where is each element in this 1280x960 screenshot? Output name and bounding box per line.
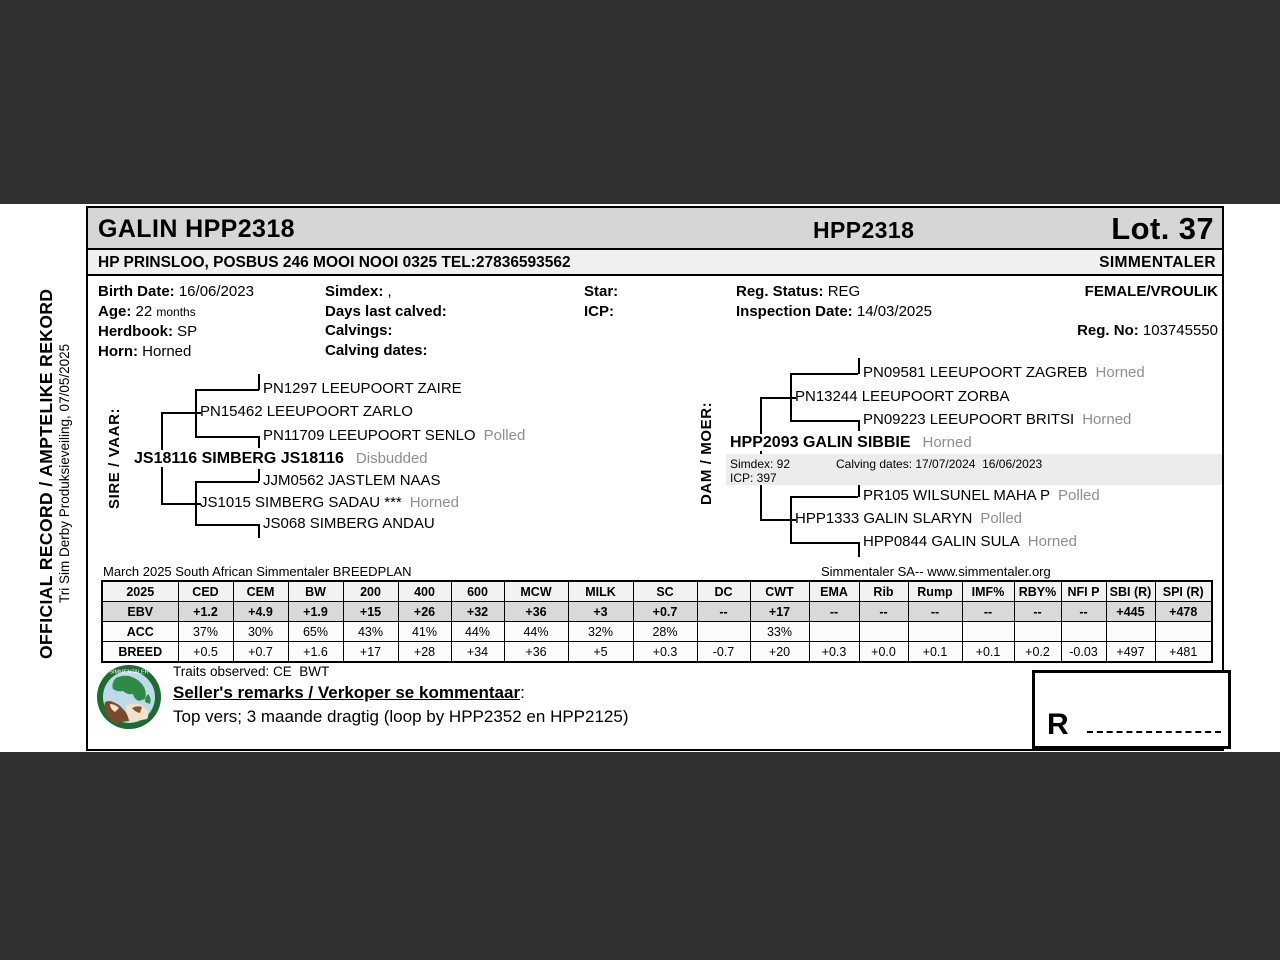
calvings-row: Calvings:: [325, 322, 393, 339]
ebv-cell: +32: [451, 602, 504, 622]
ebv-cell: +445: [1106, 602, 1155, 622]
column-header: IMF%: [962, 581, 1014, 602]
ebv-row: [102, 602, 1212, 622]
breed-cell: +0.7: [233, 642, 288, 663]
ebv-cell: +3: [568, 602, 633, 622]
ebv-cell: --: [697, 602, 750, 622]
ebv-cell: --: [962, 602, 1014, 622]
reg-no-row: Reg. No: 103745550: [1077, 322, 1218, 339]
acc-cell: 43%: [343, 622, 398, 642]
acc-cell: [1106, 622, 1155, 642]
pedigree-line: [790, 420, 858, 422]
breed-cell: +17: [343, 642, 398, 663]
row-label: BREED: [102, 642, 178, 663]
column-header: CED: [178, 581, 233, 602]
info-column-2: [325, 282, 447, 360]
column-header: Rump: [908, 581, 962, 602]
breed-cell: +0.0: [859, 642, 908, 663]
seller-remarks-text: Top vers; 3 maande dragtig (loop by HPP2352 en HPP2125): [173, 707, 629, 726]
ebv-cell: +478: [1155, 602, 1212, 622]
ebv-cell: +15: [343, 602, 398, 622]
column-header: 400: [398, 581, 451, 602]
info-column-3: [584, 282, 618, 321]
acc-cell: [1155, 622, 1212, 642]
pedigree-line: [858, 420, 860, 431]
pedigree-line: [258, 374, 260, 390]
pedigree-line: [195, 481, 259, 483]
breedplan-title: March 2025 South African Simmentaler BREEDPLAN: [103, 564, 412, 579]
acc-cell: 32%: [568, 622, 633, 642]
lot-number: Lot. 37: [1111, 211, 1214, 246]
horn-row: Horn: Horned: [98, 342, 192, 360]
info-column-4: [736, 282, 932, 321]
pedigree-entry-sire-dam-sire: JJM0562 JASTLEM NAAS: [263, 472, 441, 489]
pedigree-entry-sire-dam-dam: JS068 SIMBERG ANDAU: [263, 515, 435, 532]
column-header: DC: [697, 581, 750, 602]
column-header: SPI (R): [1155, 581, 1212, 602]
acc-cell: [908, 622, 962, 642]
breed-cell: +0.3: [633, 642, 697, 663]
svg-text:SIMMENTALER: SIMMENTALER: [109, 669, 149, 676]
ebv-cell: +26: [398, 602, 451, 622]
calving-dates-row: Calving dates:: [325, 341, 428, 359]
dam-tree-label: DAM / MOER:: [698, 401, 715, 506]
pedigree-entry-sire-dam: JS1015 SIMBERG SADAU *** Horned: [200, 494, 459, 511]
sire-tree-label: SIRE / VAAR:: [106, 407, 123, 509]
acc-cell: [859, 622, 908, 642]
page-title: GALIN HPP2318: [98, 215, 295, 243]
column-header: MILK: [568, 581, 633, 602]
owner-contact: HP PRINSLOO, POSBUS 246 MOOI NOOI 0325 TEL:27836593562: [98, 254, 571, 271]
pedigree-line: [790, 373, 858, 375]
acc-cell: [1014, 622, 1061, 642]
pedigree-line: [790, 373, 792, 421]
pedigree-entry-sire-sire-dam: PN11709 LEEUPOORT SENLO Polled: [263, 427, 526, 444]
breed-cell: +0.1: [908, 642, 962, 663]
breed-cell: +36: [504, 642, 568, 663]
pedigree-line: [258, 469, 260, 481]
pedigree-entry-sire-sire-sire: PN1297 LEEUPOORT ZAIRE: [263, 380, 462, 397]
sale-event-label: Tri Sim Derby Produksieveiling, 07/05/2025: [57, 343, 72, 603]
pedigree-line: [195, 389, 259, 391]
breed-avg-row: [102, 642, 1212, 663]
breed-cell: +0.3: [809, 642, 859, 663]
pedigree-line: [858, 485, 860, 497]
dam-info-band: [726, 454, 1222, 485]
breed-cell: -0.7: [697, 642, 750, 663]
pedigree-entry-dam-dam-sire: PR105 WILSUNEL MAHA P Polled: [863, 487, 1100, 504]
pedigree-line: [195, 524, 259, 526]
breed-cell: -0.03: [1061, 642, 1106, 663]
ebv-cell: +1.9: [288, 602, 343, 622]
acc-cell: 30%: [233, 622, 288, 642]
simmentaler-logo-icon: [96, 664, 162, 730]
pedigree-entry-dam-dam: HPP1333 GALIN SLARYN Polled: [795, 510, 1023, 527]
age-row: Age: 22 months: [98, 302, 196, 320]
ebv-cell: --: [908, 602, 962, 622]
acc-cell: [962, 622, 1014, 642]
inspection-date-row: Inspection Date: 14/03/2025: [736, 302, 932, 320]
dam-calving-dates: Calving dates: 17/07/2024 16/06/2023: [836, 457, 1043, 471]
ebv-cell: --: [859, 602, 908, 622]
pedigree-line: [790, 542, 858, 544]
pedigree-entry-dam: HPP2093 GALIN SIBBIE Horned: [730, 434, 972, 451]
acc-row: [102, 622, 1212, 642]
pedigree-line: [195, 389, 197, 437]
pedigree-entry-sire: JS18116 SIMBERG JS18116 Disbudded: [134, 450, 428, 467]
pedigree-line: [858, 542, 860, 557]
official-record-label: OFFICIAL RECORD / AMPTELIKE REKORD: [36, 288, 56, 660]
column-header: BW: [288, 581, 343, 602]
column-header: SC: [633, 581, 697, 602]
ebv-cell: +17: [750, 602, 809, 622]
herdbook-row: Herdbook: SP: [98, 323, 198, 340]
breedplan-table: [101, 580, 1213, 663]
price-box: [1032, 670, 1231, 749]
column-header: NFI P: [1061, 581, 1106, 602]
acc-cell: 44%: [451, 622, 504, 642]
icp-row: ICP:: [584, 302, 614, 320]
sex-label: FEMALE/VROULIK: [1084, 283, 1218, 300]
seller-remarks-heading: Seller's remarks / Verkoper se kommentaar:: [173, 683, 525, 702]
star-row: Star:: [584, 283, 619, 300]
reg-status-row: Reg. Status: REG: [736, 283, 861, 300]
pedigree-line: [195, 436, 259, 438]
pedigree-entry-dam-dam-dam: HPP0844 GALIN SULA Horned: [863, 533, 1077, 550]
ebv-cell: --: [809, 602, 859, 622]
ebv-cell: --: [1014, 602, 1061, 622]
breed-name: SIMMENTALER: [1099, 254, 1216, 271]
column-header: CWT: [750, 581, 809, 602]
row-label: EBV: [102, 602, 178, 622]
birth-date-row: Birth Date: 16/06/2023: [98, 283, 254, 300]
acc-cell: [697, 622, 750, 642]
pedigree-line: [790, 496, 858, 498]
currency-prefix: R: [1047, 708, 1069, 741]
header-bar: [88, 208, 1222, 250]
acc-cell: 28%: [633, 622, 697, 642]
ebv-cell: +1.2: [178, 602, 233, 622]
lot-document: [86, 206, 1224, 751]
breed-cell: +481: [1155, 642, 1212, 663]
acc-cell: 37%: [178, 622, 233, 642]
traits-observed: Traits observed: CE BWT: [173, 664, 330, 679]
pedigree-entry-dam-sire-dam: PN09223 LEEUPOORT BRITSI Horned: [863, 411, 1132, 428]
column-header: CEM: [233, 581, 288, 602]
pedigree-line: [858, 358, 860, 374]
animal-id: HPP2318: [813, 217, 915, 243]
side-rotated-text: [36, 228, 88, 720]
pedigree-line: [258, 524, 260, 538]
breed-cell: +0.1: [962, 642, 1014, 663]
acc-cell: 44%: [504, 622, 568, 642]
breed-cell: +497: [1106, 642, 1155, 663]
row-label: ACC: [102, 622, 178, 642]
breed-cell: +1.6: [288, 642, 343, 663]
ebv-cell: +0.7: [633, 602, 697, 622]
acc-cell: 65%: [288, 622, 343, 642]
ebv-cell: +4.9: [233, 602, 288, 622]
breedplan-header-row: [102, 581, 1212, 602]
owner-bar: [88, 250, 1222, 276]
acc-cell: [1061, 622, 1106, 642]
acc-cell: 41%: [398, 622, 451, 642]
breed-cell: +0.5: [178, 642, 233, 663]
price-fill-line: [1087, 731, 1221, 733]
dam-icp: ICP: 397: [730, 471, 777, 485]
column-header: Rib: [859, 581, 908, 602]
breed-cell: +0.2: [1014, 642, 1061, 663]
pedigree-line: [195, 481, 197, 525]
column-header: 2025: [102, 581, 178, 602]
days-last-calved-row: Days last calved:: [325, 302, 447, 320]
column-header: SBI (R): [1106, 581, 1155, 602]
pedigree-entry-dam-sire-sire: PN09581 LEEUPOORT ZAGREB Horned: [863, 364, 1145, 381]
column-header: MCW: [504, 581, 568, 602]
column-header: 200: [343, 581, 398, 602]
breed-cell: +28: [398, 642, 451, 663]
pedigree-entry-sire-sire: PN15462 LEEUPOORT ZARLO: [200, 403, 413, 420]
ebv-cell: +36: [504, 602, 568, 622]
breed-cell: +20: [750, 642, 809, 663]
acc-cell: [809, 622, 859, 642]
column-header: 600: [451, 581, 504, 602]
info-column-1: [98, 282, 254, 361]
pedigree-line: [258, 436, 260, 448]
simmentaler-sa-url: Simmentaler SA-- www.simmentaler.org: [821, 564, 1051, 579]
acc-cell: 33%: [750, 622, 809, 642]
dam-simdex: Simdex: 92: [730, 457, 791, 471]
breed-cell: +5: [568, 642, 633, 663]
pedigree-entry-dam-sire: PN13244 LEEUPOORT ZORBA: [795, 388, 1010, 405]
pedigree-line: [790, 496, 792, 543]
column-header: EMA: [809, 581, 859, 602]
breed-cell: +34: [451, 642, 504, 663]
ebv-cell: --: [1061, 602, 1106, 622]
column-header: RBY%: [1014, 581, 1061, 602]
simdex-row: Simdex: ,: [325, 283, 392, 300]
